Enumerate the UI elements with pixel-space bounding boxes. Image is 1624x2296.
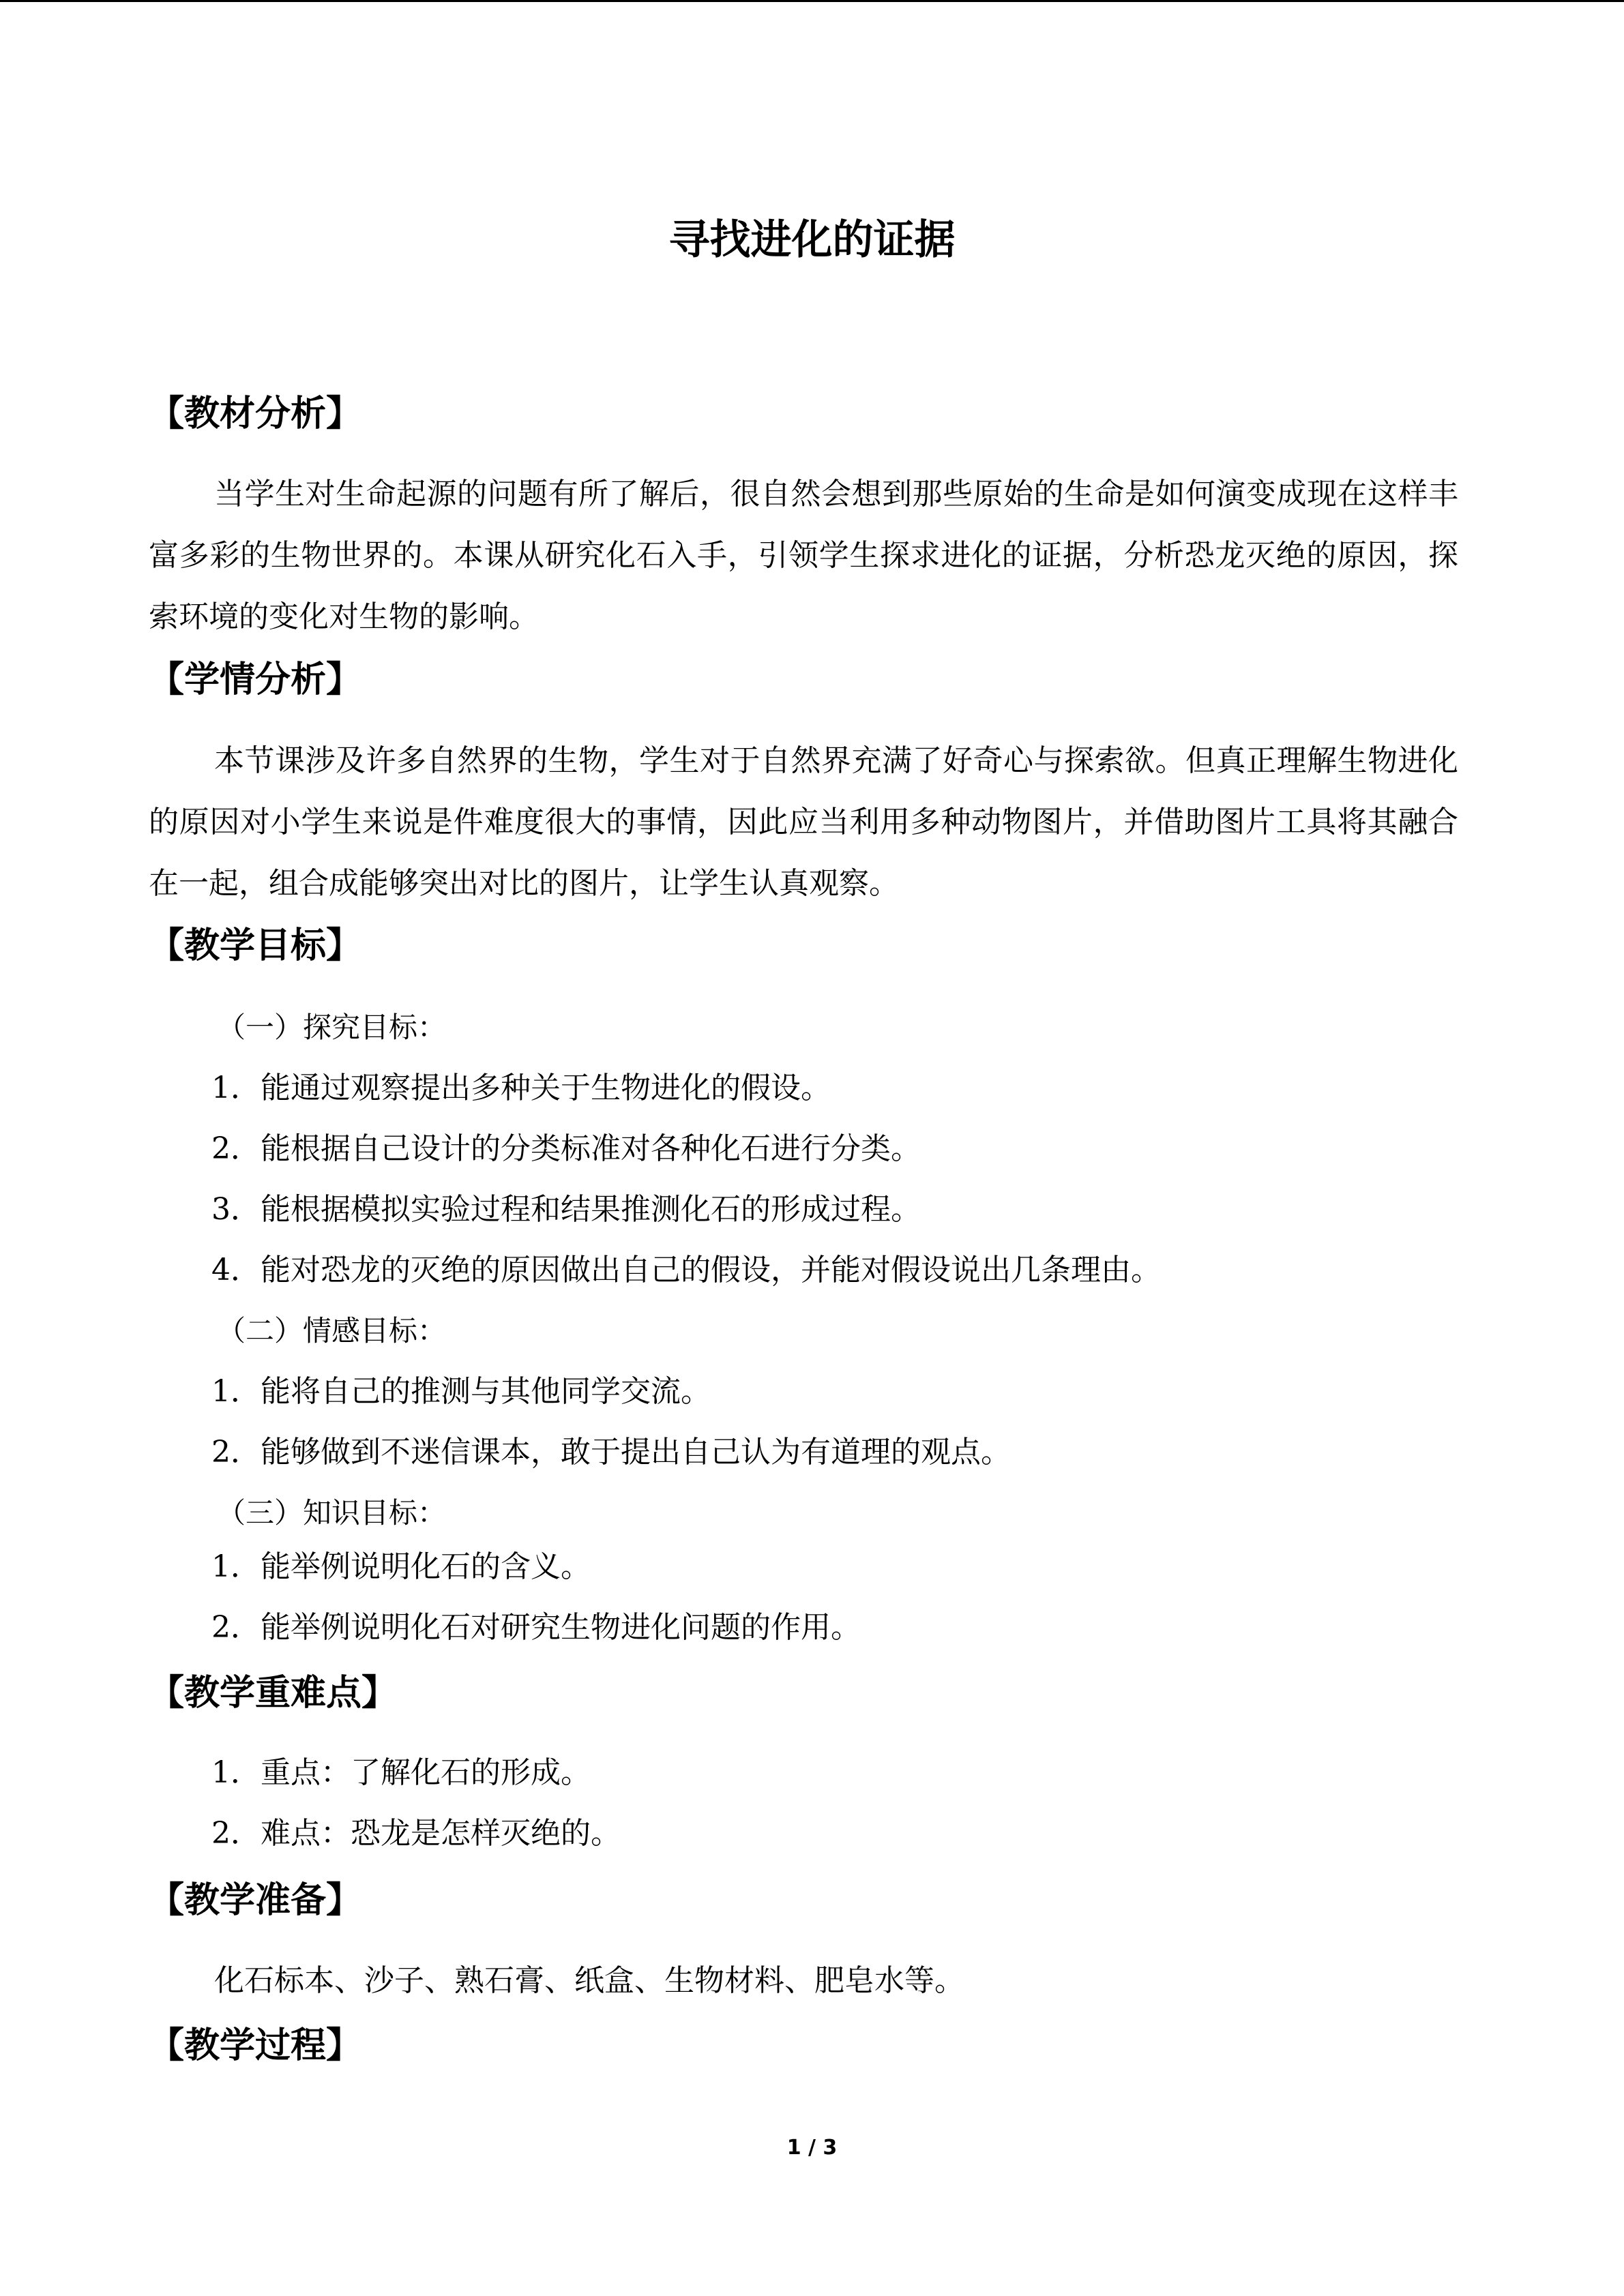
heading-student-analysis: 【学情分析】	[149, 659, 362, 700]
paragraph-preparation: 化石标本、沙子、熟石膏、纸盒、生物材料、肥皂水等。	[214, 1963, 964, 1998]
subheading-knowledge-goals: （三）知识目标：	[217, 1496, 447, 1530]
knowledge-goal-item: 2．能举例说明化石对研究生物进化问题的作用。	[211, 1610, 861, 1645]
inquiry-goal-item: 4．能对恐龙的灭绝的原因做出自己的假设，并能对假设说出几条理由。	[211, 1253, 1161, 1287]
page-number: 1 / 3	[786, 2136, 838, 2160]
top-border-line	[0, 0, 1624, 2]
subheading-inquiry-goals: （一）探究目标：	[217, 1011, 447, 1044]
emotion-goal-item: 1．能将自己的推测与其他同学交流。	[211, 1374, 711, 1409]
heading-teaching-goals: 【教学目标】	[149, 925, 362, 966]
inquiry-goal-item: 3．能根据模拟实验过程和结果推测化石的形成过程。	[211, 1192, 921, 1227]
heading-teaching-process: 【教学过程】	[149, 2025, 362, 2066]
key-point-item: 2．难点：恐龙是怎样灭绝的。	[211, 1816, 621, 1851]
knowledge-goal-item: 1．能举例说明化石的含义。	[211, 1549, 591, 1584]
paragraph-material-analysis: 当学生对生命起源的问题有所了解后，很自然会想到那些原始的生命是如何演变成现在这样丰富多彩的生物世界的。本课从研究化石入手，引领学生探求进化的证据，分析恐龙灭绝的原因，探索环境的变化对生物的影响。	[149, 477, 1458, 634]
heading-preparation: 【教学准备】	[149, 1880, 362, 1921]
paragraph-student-analysis: 本节课涉及许多自然界的生物，学生对于自然界充满了好奇心与探索欲。但真正理解生物进化的原因对小学生来说是件难度很大的事情，因此应当利用多种动物图片，并借助图片工具将其融合在一起，组合成能够突出对比的图片，让学生认真观察。	[149, 743, 1458, 901]
emotion-goal-item: 2．能够做到不迷信课本，敢于提出自己认为有道理的观点。	[211, 1435, 1011, 1470]
inquiry-goal-item: 2．能根据自己设计的分类标准对各种化石进行分类。	[211, 1131, 921, 1166]
inquiry-goal-item: 1．能通过观察提出多种关于生物进化的假设。	[211, 1071, 831, 1105]
page-title: 寻找进化的证据	[668, 216, 956, 264]
heading-material-analysis: 【教材分析】	[149, 393, 362, 434]
heading-key-points: 【教学重难点】	[149, 1673, 398, 1714]
key-point-item: 1．重点：了解化石的形成。	[211, 1755, 591, 1790]
subheading-emotion-goals: （二）情感目标：	[217, 1314, 447, 1347]
